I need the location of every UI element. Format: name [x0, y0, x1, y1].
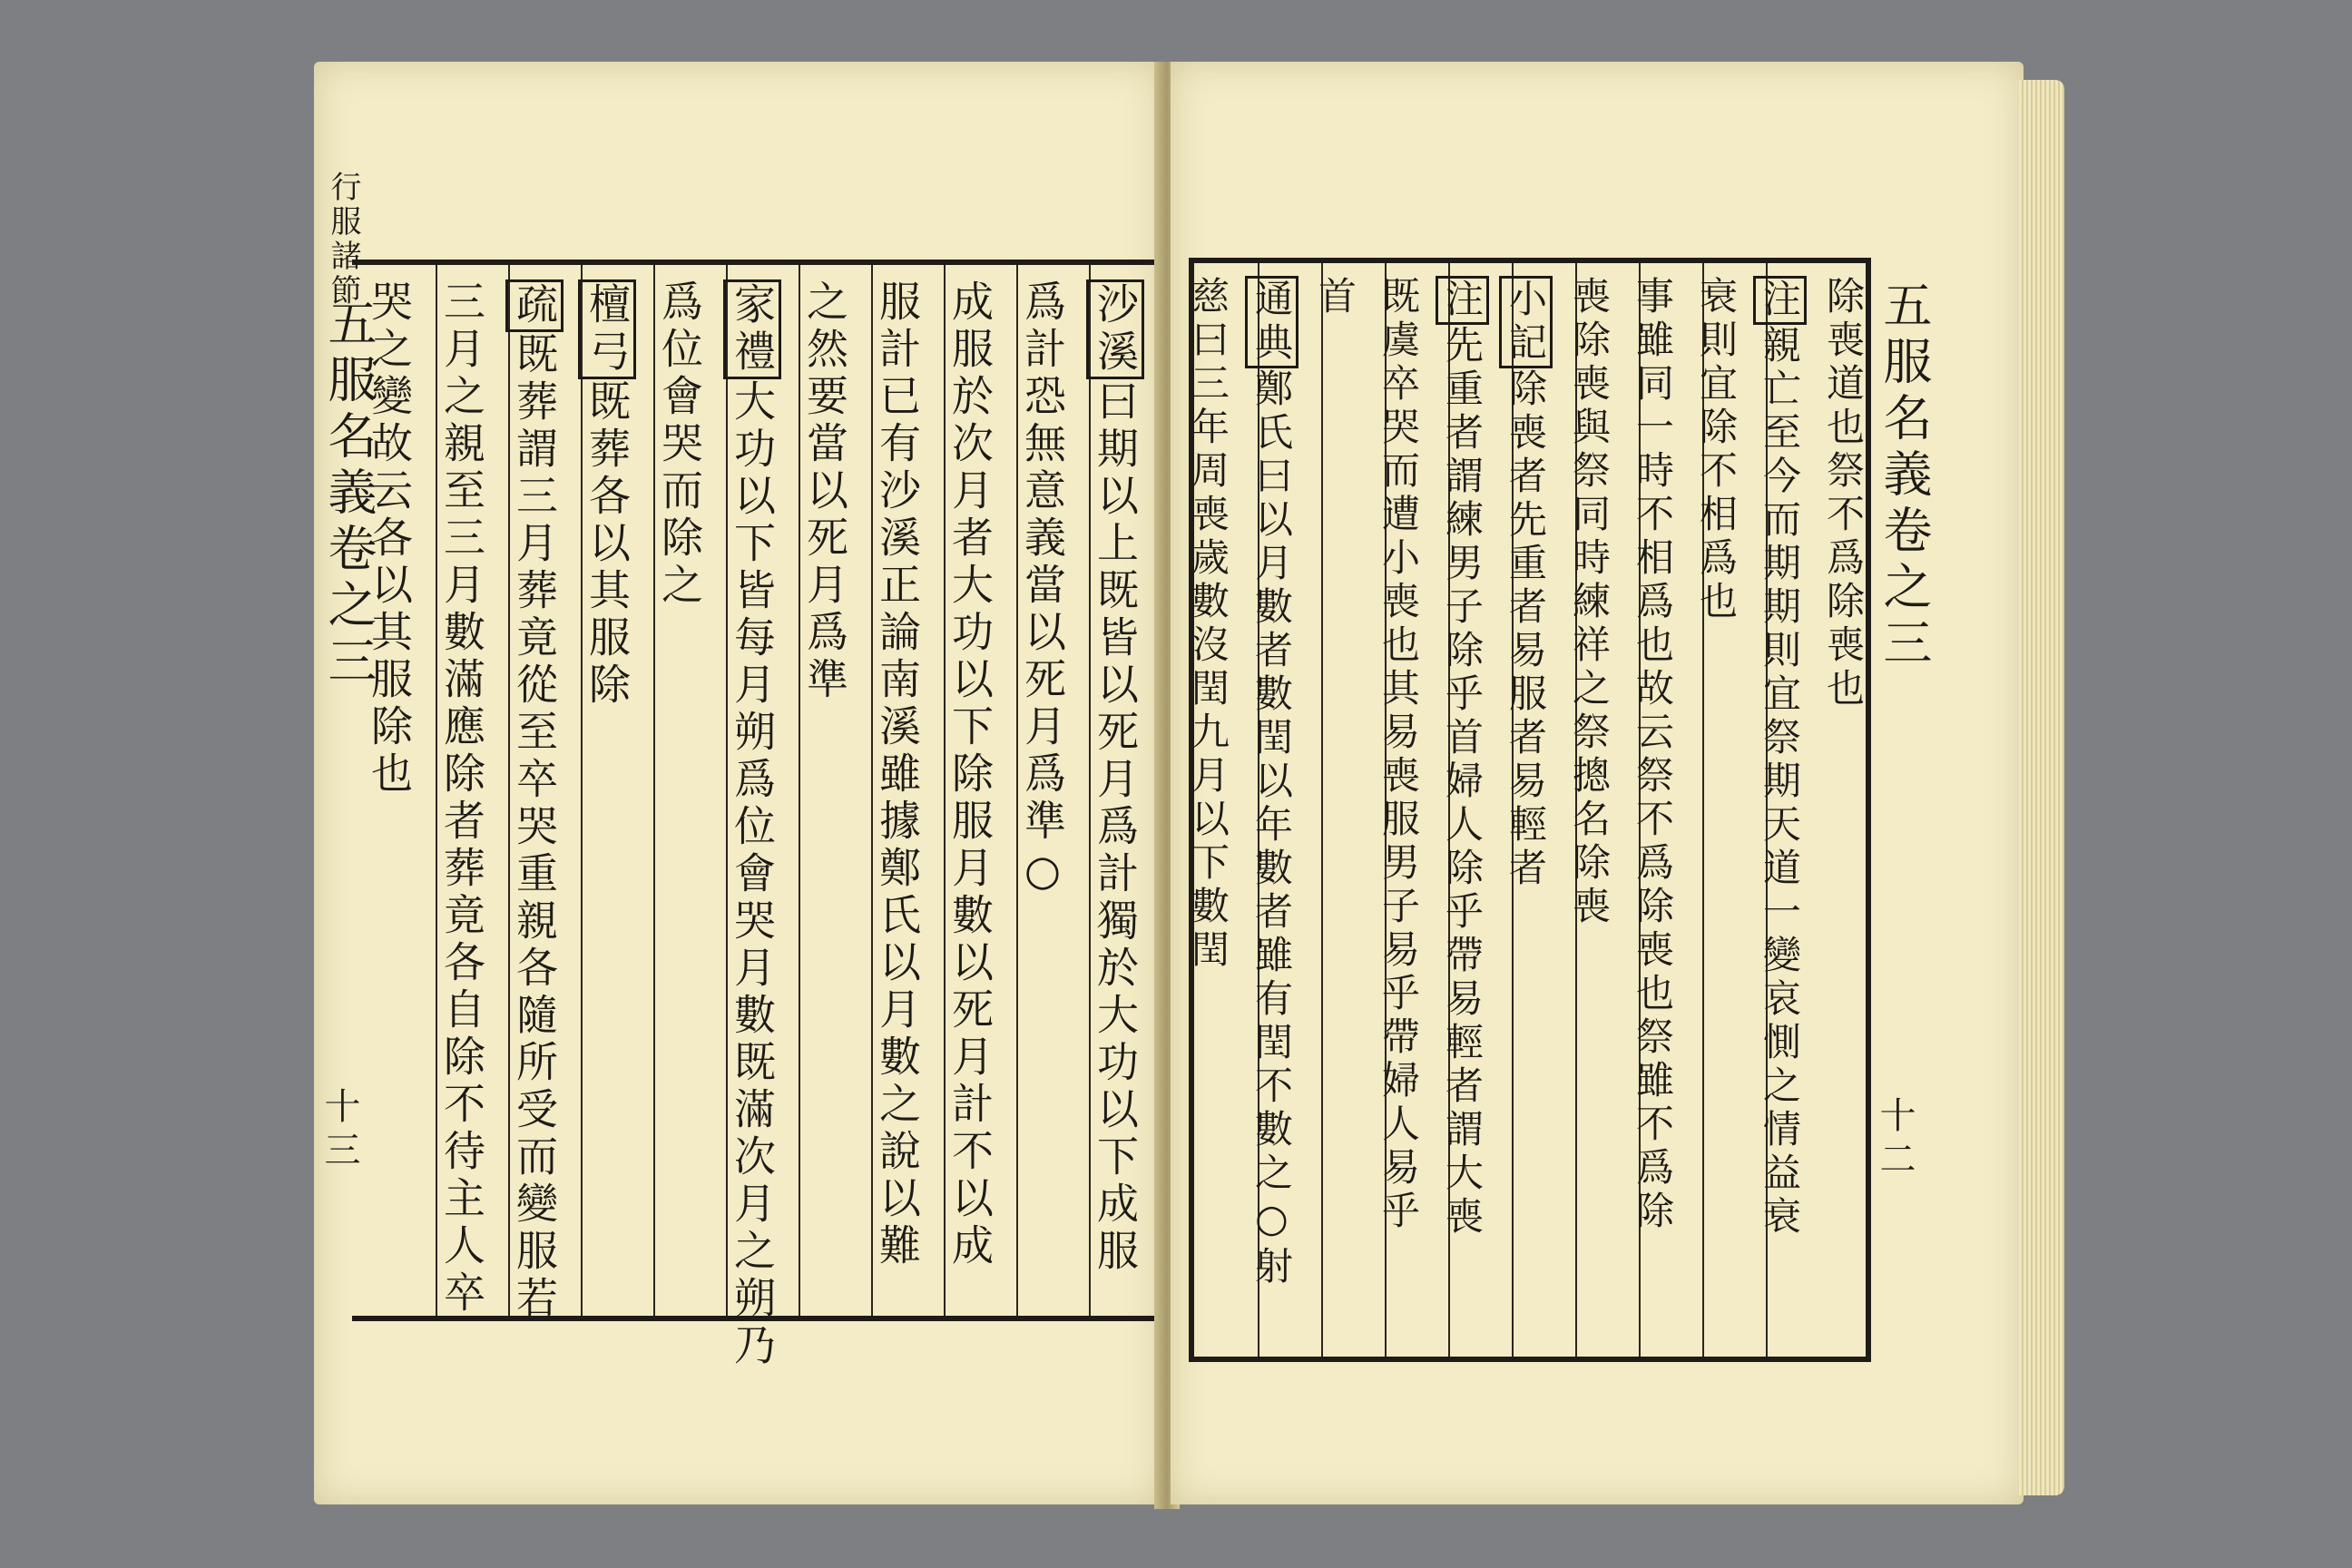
- left-section-tag: 家禮: [723, 279, 781, 379]
- left-text-column: [359, 279, 419, 799]
- right-text-column: [1432, 276, 1492, 1240]
- left-text-column: [505, 279, 564, 1323]
- right-text-column: [1495, 276, 1555, 891]
- left-text-column: [1085, 279, 1145, 1276]
- left-column-text: 爲計恐無意義當以死月爲準○: [1018, 279, 1067, 900]
- right-column-text: 鄭氏曰以月數者數閏以年數者雖有閏不數之○射: [1250, 368, 1294, 1289]
- left-column-text: 哭之變故云各以其服除也: [365, 279, 414, 799]
- right-column-text: 首: [1313, 276, 1357, 319]
- right-column-text: 先重者謂練男子除乎首婦人除乎帶易輕者謂大喪: [1440, 325, 1485, 1240]
- left-text-column: [722, 279, 782, 1370]
- left-folio: 十三: [318, 1087, 360, 1174]
- right-text-column: [1686, 276, 1746, 624]
- right-text-column: [1241, 276, 1301, 1289]
- left-column-text: 曰期以上既皆以死月爲計獨於大功以下成服: [1091, 379, 1140, 1276]
- right-text-column: [1559, 276, 1619, 929]
- right-spine-title: 五服名義卷之三: [1876, 279, 1933, 673]
- right-column-text: 衰則宜除不相爲也: [1694, 276, 1739, 624]
- left-column-text: 既葬各以其服除: [583, 379, 632, 710]
- right-text-column: [1622, 276, 1682, 1234]
- left-text-column: [650, 279, 710, 610]
- left-column-text: 大功以下皆每月朔爲位會哭月數既滿次月之朔乃: [728, 379, 777, 1370]
- right-text-column: [1305, 276, 1365, 319]
- page-edges: [2019, 80, 2064, 1495]
- left-column-text: 爲位會哭而除之: [655, 279, 704, 610]
- left-text-column: [940, 279, 1000, 1270]
- right-section-tag: 小記: [1499, 276, 1553, 368]
- right-column-text: 事雖同一時不相爲也故云祭不爲除喪也祭雖不爲除: [1631, 276, 1675, 1234]
- right-section-tag: 通典: [1245, 276, 1298, 368]
- left-column-text: 既葬謂三月葬竟從至卒哭重親各隨所受而變服若: [510, 332, 559, 1323]
- left-section-tag: 檀弓: [578, 279, 636, 379]
- right-page: [1171, 62, 2024, 1504]
- right-folio: 十二: [1874, 1096, 1916, 1183]
- left-section-tag: 沙溪: [1086, 279, 1144, 379]
- right-text-column: [1749, 276, 1809, 1240]
- left-column-text: 之然要當以死月爲準: [800, 279, 849, 704]
- right-text-column: [1813, 276, 1873, 711]
- right-column-text: 慈曰三年周喪歲數沒閏九月以下數閏: [1186, 276, 1230, 973]
- left-column-text: 三月之親至三月數滿應除者葬竟各自除不待主人卒: [437, 279, 486, 1318]
- left-column-text: 服計已有沙溪正論南溪雖據鄭氏以月數之說以難: [873, 279, 922, 1270]
- left-text-column: [577, 279, 637, 710]
- left-column-text: 成服於次月者大功以下除服月數以死月計不以成: [946, 279, 995, 1270]
- left-text-column: [867, 279, 927, 1270]
- left-text-column: [432, 279, 492, 1318]
- right-column-text: 既虞卒哭而遭小喪也其易喪服男子易乎帶婦人易乎: [1377, 276, 1421, 1234]
- left-section-tag: 疏: [505, 279, 564, 332]
- right-column-text: 喪除喪與祭同時練祥之祭摠名除喪: [1567, 276, 1612, 929]
- right-section-tag: 注: [1436, 276, 1489, 325]
- right-text-column: [1368, 276, 1428, 1234]
- left-page: [314, 62, 1161, 1504]
- open-book: [290, 62, 2069, 1514]
- right-column-text: 除喪道也祭不爲除喪也: [1821, 276, 1866, 711]
- right-text-column: [1178, 276, 1238, 973]
- right-column-text: 親亡至今而期期則宜祭期天道一變哀惻之情益衰: [1758, 325, 1802, 1240]
- right-column-text: 除喪者先重者易服者易輕者: [1504, 368, 1548, 891]
- left-side-label: 行服諸節: [325, 171, 361, 309]
- left-spine-title: 五服名義卷之三: [320, 298, 377, 691]
- left-text-column: [795, 279, 855, 704]
- right-section-tag: 注: [1753, 276, 1807, 325]
- left-text-column: [1013, 279, 1073, 900]
